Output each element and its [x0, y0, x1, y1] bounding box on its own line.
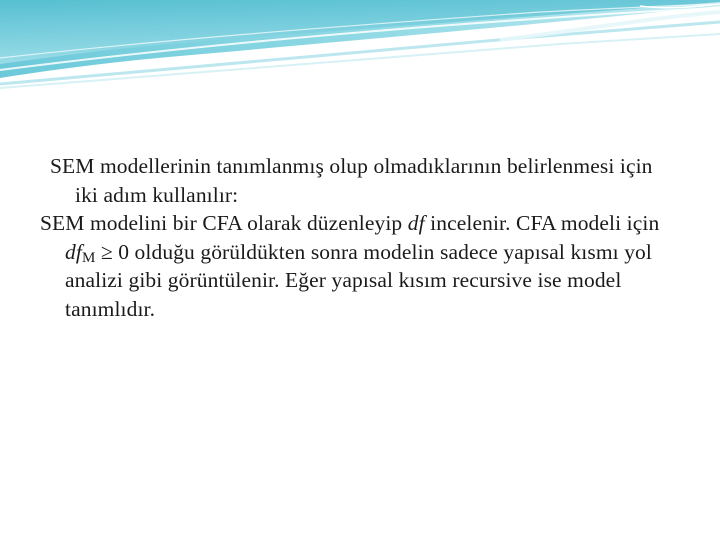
paragraph-steps: [40, 209, 680, 323]
slide-body-text: [40, 152, 680, 323]
df-term: df: [407, 211, 425, 235]
text-segment: ≥ 0 olduğu görüldükten sonra modelin sadece yapısal kısmı yol analizi gibi görüntülenir. Eğer yapısal kısım recursive ise model tanımlıdır.: [65, 239, 652, 321]
header-wave-decoration: [0, 0, 720, 90]
df-subscript: M: [81, 249, 96, 266]
df-symbol: df: [65, 239, 82, 264]
text-segment: incelenir. CFA modeli için: [424, 211, 660, 235]
paragraph-intro: SEM modellerinin tanımlanmış olup olmadıklarının belirlenmesi için iki adım kullanılır:: [50, 154, 653, 207]
text-segment: SEM modelini bir CFA olarak düzenleyip: [40, 211, 408, 235]
